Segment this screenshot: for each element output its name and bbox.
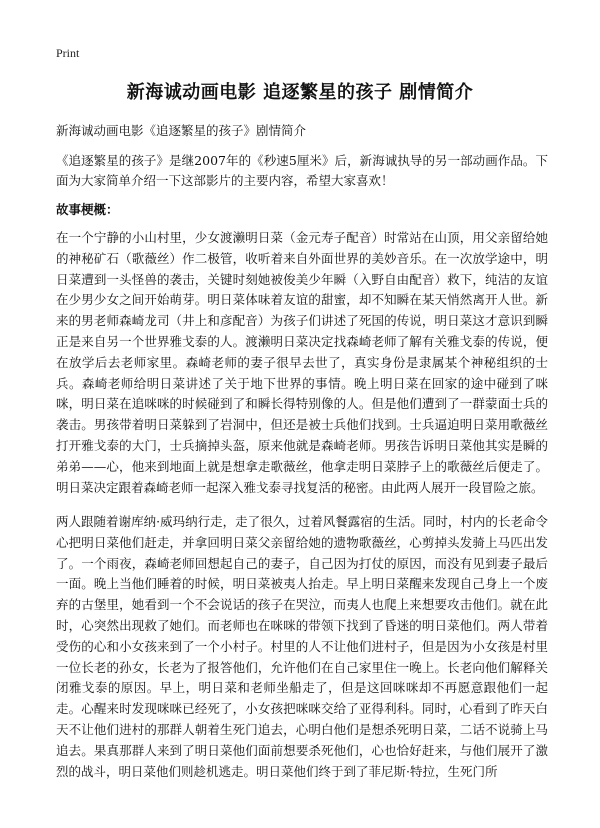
intro-paragraph: 《追逐繁星的孩子》是继2007年的《秒速5厘米》后，新海诚执导的另一部动画作品。下面为大家简单介绍一下这部影片的主要内容，希望大家喜欢！	[56, 153, 548, 188]
section-heading-synopsis: 故事梗概：	[56, 202, 119, 217]
article-subtitle: 新海诚动画电影《追逐繁星的孩子》剧情简介	[56, 123, 307, 138]
synopsis-paragraph-1: 在一个宁静的小山村里，少女渡濑明日菜（金元寿子配音）时常站在山顶，用父亲留给她的神秘矿石（歌薇丝）作二极管，收听着来自外面世界的美妙音乐。在一次放学途中，明日菜遭到一头怪兽的袭击，关键时刻她被俊美少年瞬（入野自由配音）救下，纯洁的友谊在少男少女之间开始萌芽。明日菜体味着友谊的甜蜜，却不知瞬在某天悄然离开人世。新来的男老师森崎龙司（井上和彦配音）为孩子们讲述了死国的传说，明日菜这才意识到瞬正是来自另一个世界雅戈泰的人。渡濑明日菜决定找森崎老师了解有关雅戈泰的传说，便在放学后去老师家里。森崎老师的妻子很早去世了，真实身份是隶属某个神秘组织的士兵。森崎老师给明日菜讲述了关于地下世界的事情。晚上明日菜在回家的途中碰到了咪咪，明日菜在追咪咪的时候碰到了和瞬长得特别像的人。但是他们遭到了一群蒙面士兵的袭击。男孩带着明日菜躲到了岩洞中，但还是被士兵他们找到。士兵逼迫明日菜用歌薇丝打开雅戈泰的大门，士兵摘掉头盔，原来他就是森崎老师。男孩告诉明日菜他其实是瞬的弟弟——心，他来到地面上就是想拿走歌薇丝，他拿走明日菜脖子上的歌薇丝后便走了。明日菜决定跟着森崎老师一起深入雅戈泰寻找复活的秘密。由此两人展开一段冒险之旅。	[56, 230, 548, 495]
synopsis-paragraph-2: 两人跟随着谢库纳·威玛纳行走，走了很久，过着风餐露宿的生活。同时，村内的长老命令心把明日菜他们赶走，并拿回明日菜父亲留给她的遗物歌薇丝，心剪掉头发骑上马匹出发了。一个雨夜，森崎老师回想起自己的妻子，自己因为打仗的原因，而没有见到妻子最后一面。晚上当他们睡着的时候，明日菜被夷人抬走。早上明日菜醒来发现自己身上一个废弃的古堡里，她看到一个不会说话的孩子在哭泣，而夷人也爬上来想要攻击他们。就在此时，心突然出现救了她们。而老师也在咪咪的带领下找到了昏迷的明日菜他们。两人带着受伤的心和小女孩来到了一个小村子。村里的人不让他们进村子，但是因为小女孩是村里一位长老的孙女，长老为了报答他们，允许他们在自己家里住一晚上。长老向他们解释关闭雅戈泰的原因。早上，明日菜和老师坐船走了，但是这回咪咪却不再愿意跟他们一起走。心醒来时发现咪咪已经死了，小女孩把咪咪交给了亚得利科。同时，心看到了昨天白天不让他们进村的那群人朝着生死门追去，心明白他们是想杀死明日菜，二话不说骑上马追去。果真那群人来到了明日菜他们面前想要杀死他们，心也恰好赶来，与他们展开了激烈的战斗，明日菜他们则趁机逃走。明日菜他们终于到了菲尼斯·特拉，生死门所	[56, 514, 548, 779]
page-title: 新海诚动画电影 追逐繁星的孩子 剧情简介	[126, 82, 474, 103]
print-link[interactable]: Print	[56, 46, 80, 60]
